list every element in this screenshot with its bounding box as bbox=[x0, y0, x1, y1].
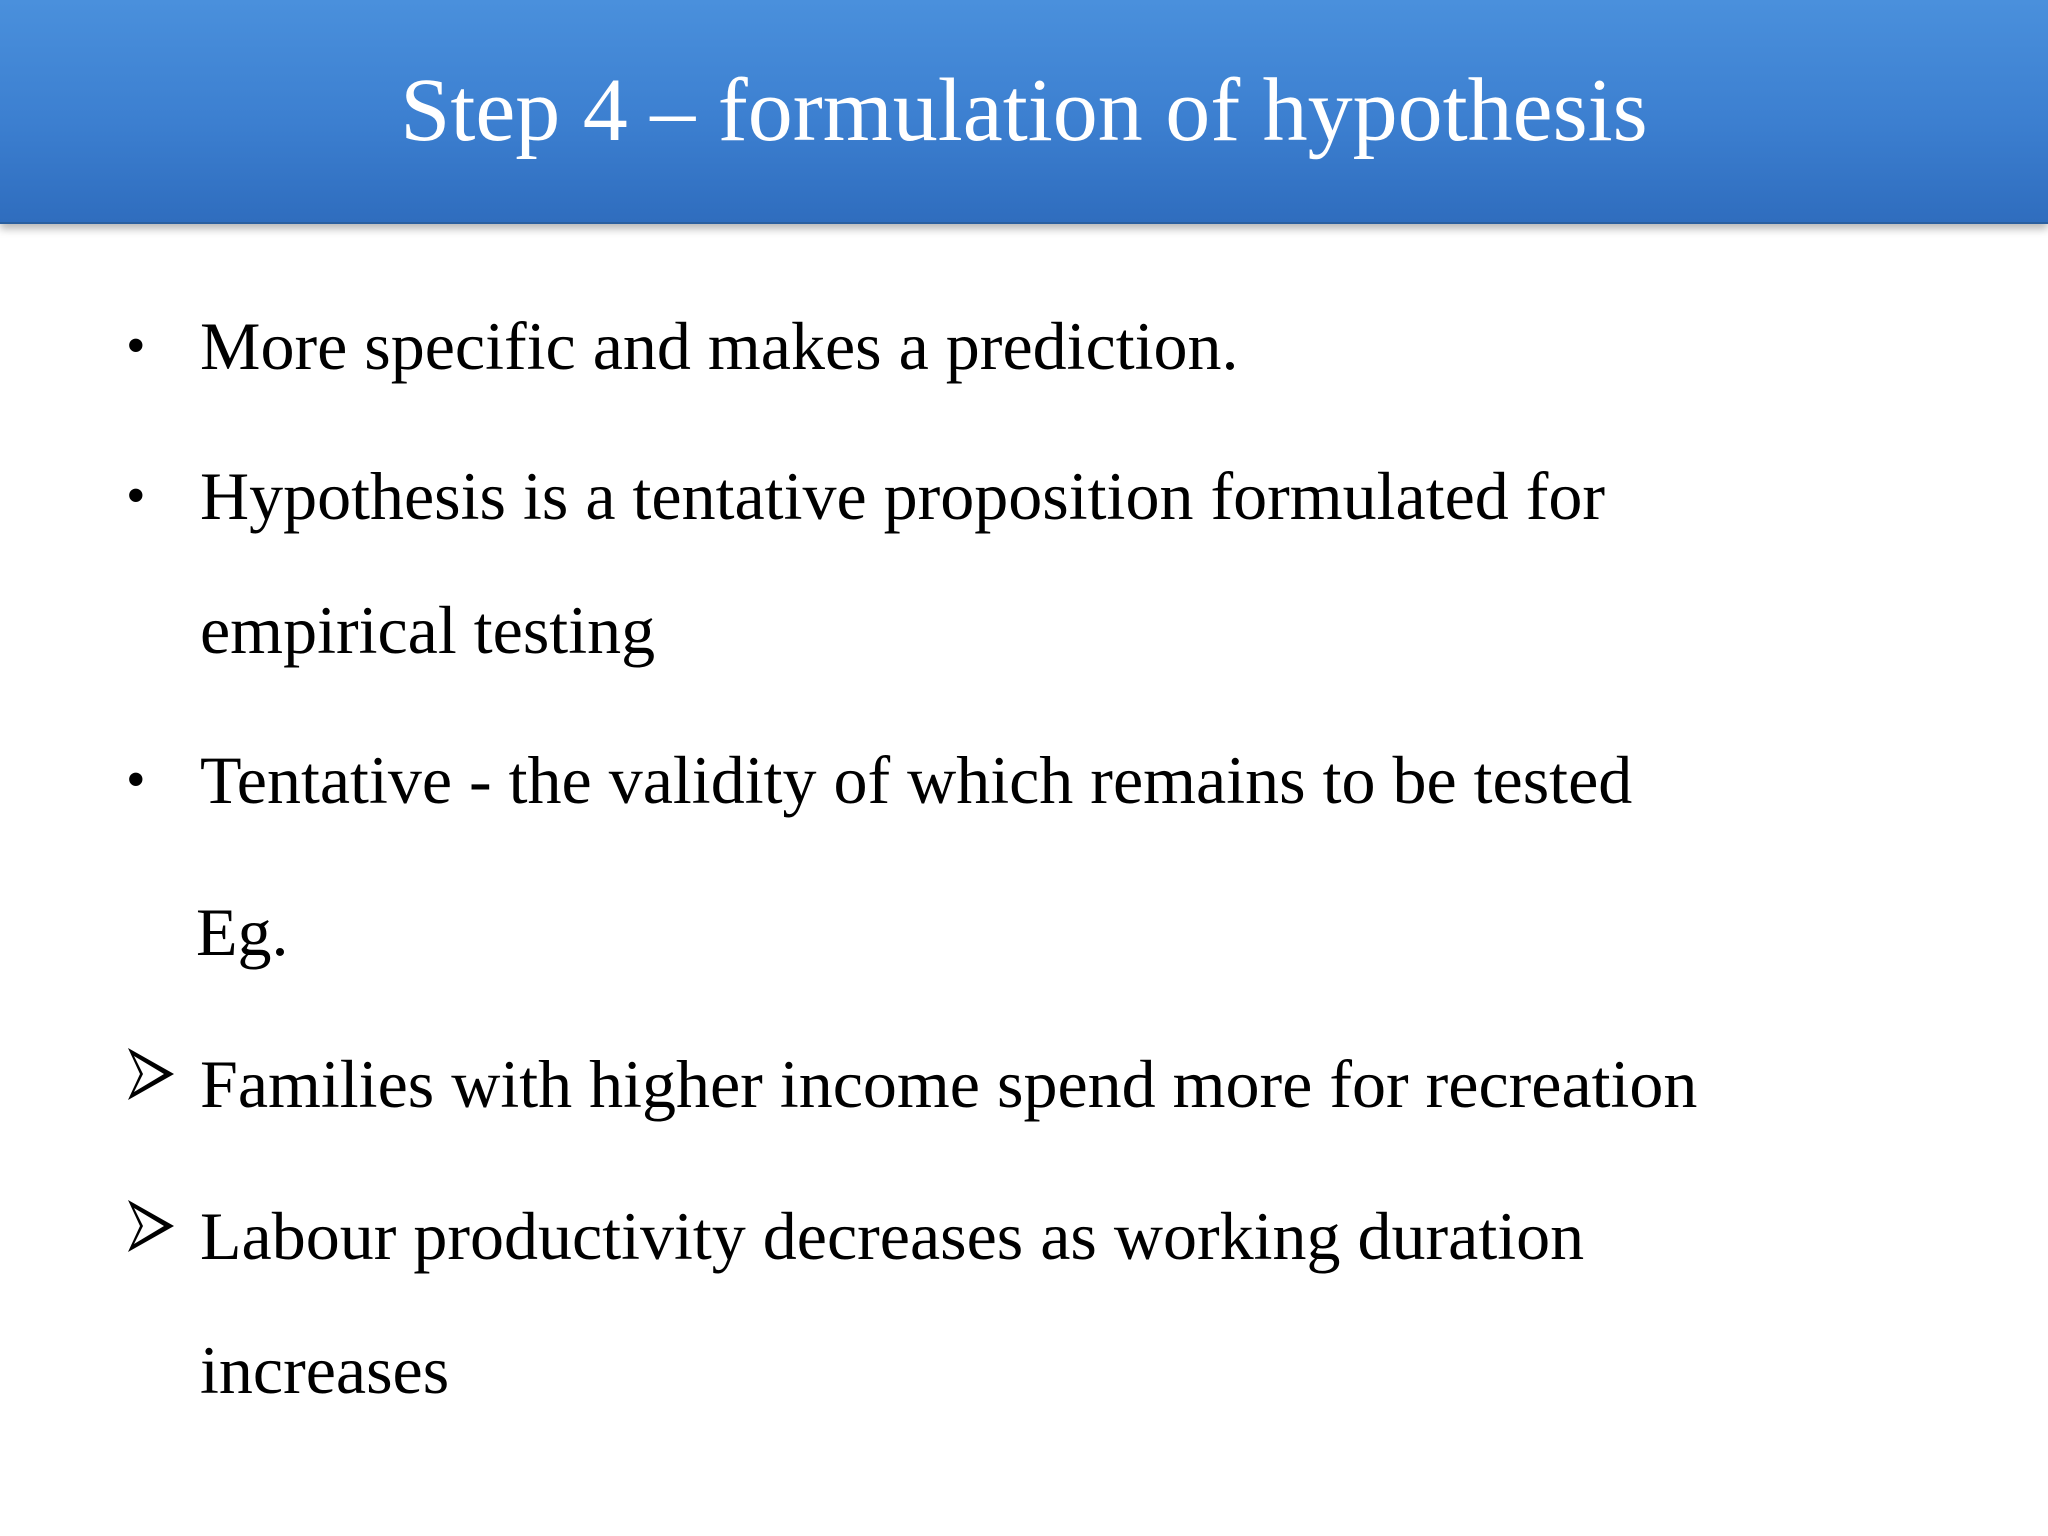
example-label: Eg. bbox=[196, 894, 289, 970]
arrow-bullet-icon bbox=[126, 1044, 176, 1104]
example-text: Families with higher income spend more for recreation bbox=[200, 1046, 1698, 1122]
slide-title: Step 4 – formulation of hypothesis bbox=[400, 61, 1648, 160]
example-text: Labour productivity decreases as working duration bbox=[200, 1198, 1585, 1274]
bullet-dot-icon: • bbox=[126, 749, 146, 811]
bullet-dot-icon: • bbox=[126, 315, 146, 377]
bullet-text-continuation: empirical testing bbox=[200, 592, 656, 668]
example-text-continuation: increases bbox=[200, 1332, 450, 1408]
bullet-text: Hypothesis is a tentative proposition formulated for bbox=[200, 458, 1606, 534]
bullet-text: More specific and makes a prediction. bbox=[200, 308, 1239, 384]
bullet-text: Tentative - the validity of which remains to be tested bbox=[200, 742, 1633, 818]
arrow-bullet-icon bbox=[126, 1196, 176, 1256]
bullet-dot-icon: • bbox=[126, 465, 146, 527]
